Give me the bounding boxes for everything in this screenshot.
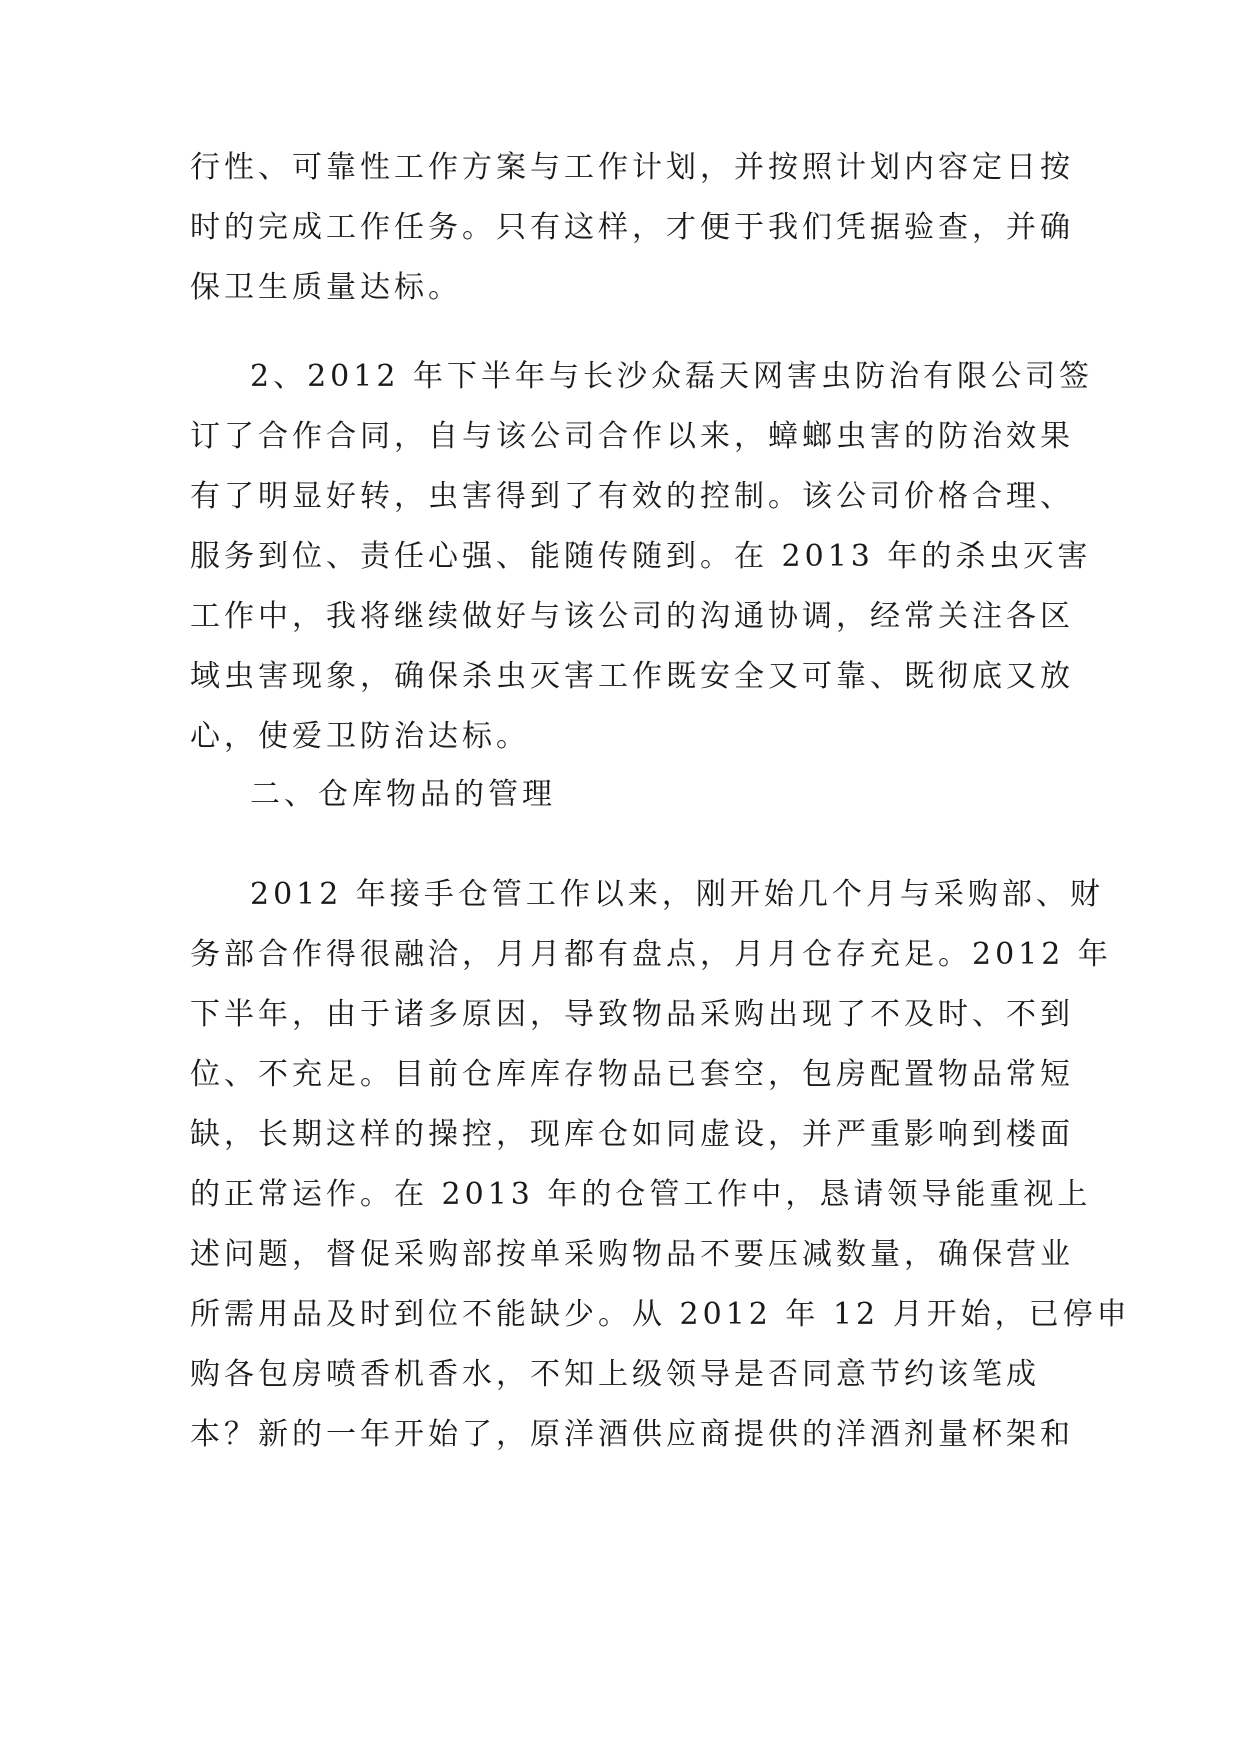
text-line: 订了合作合同，自与该公司合作以来，蟑螂虫害的防治效果 [190,419,1074,454]
text-line: 有了明显好转，虫害得到了有效的控制。该公司价格合理、 [190,479,1074,514]
text-line: 的正常运作。在 2013 年的仓管工作中，恳请领导能重视上 [190,1177,1092,1212]
paragraph-2 [190,347,1093,767]
text-line: 时的完成工作任务。只有这样，才便于我们凭据验查，并确 [190,210,1074,245]
text-line: 2012 年接手仓管工作以来，刚开始几个月与采购部、财 [250,877,1104,912]
text-line: 工作中，我将继续做好与该公司的沟通协调，经常关注各区 [190,599,1074,634]
text-line: 所需用品及时到位不能缺少。从 2012 年 12 月开始，已停申 [190,1297,1131,1332]
text-line: 行性、可靠性工作方案与工作计划，并按照计划内容定日按 [190,150,1074,185]
text-line: 购各包房喷香机香水，不知上级领导是否同意节约该笔成 [190,1357,1040,1392]
text-line: 述问题，督促采购部按单采购物品不要压减数量，确保营业 [190,1237,1074,1272]
text-line: 服务到位、责任心强、能随传随到。在 2013 年的杀虫灭害 [190,539,1092,574]
text-line: 缺，长期这样的操控，现库仓如同虚设，并严重影响到楼面 [190,1117,1074,1152]
text-line: 域虫害现象，确保杀虫灭害工作既安全又可靠、既彻底又放 [190,659,1074,694]
text-line: 下半年，由于诸多原因，导致物品采购出现了不及时、不到 [190,997,1074,1032]
text-line: 保卫生质量达标。 [190,270,462,305]
text-line: 本？新的一年开始了，原洋酒供应商提供的洋酒剂量杯架和 [190,1417,1074,1452]
text-line: 2、2012 年下半年与长沙众磊天网害虫防治有限公司签 [250,359,1093,394]
section-heading [190,765,1070,825]
text-line: 心，使爱卫防治达标。 [190,719,530,754]
paragraph-1 [190,138,1074,318]
text-line: 位、不充足。目前仓库库存物品已套空，包房配置物品常短 [190,1057,1074,1092]
paragraph-3 [190,865,1131,1465]
text-line: 务部合作得很融洽，月月都有盘点，月月仓存充足。2012 年 [190,937,1112,972]
section-heading-text: 二、仓库物品的管理 [250,777,556,812]
